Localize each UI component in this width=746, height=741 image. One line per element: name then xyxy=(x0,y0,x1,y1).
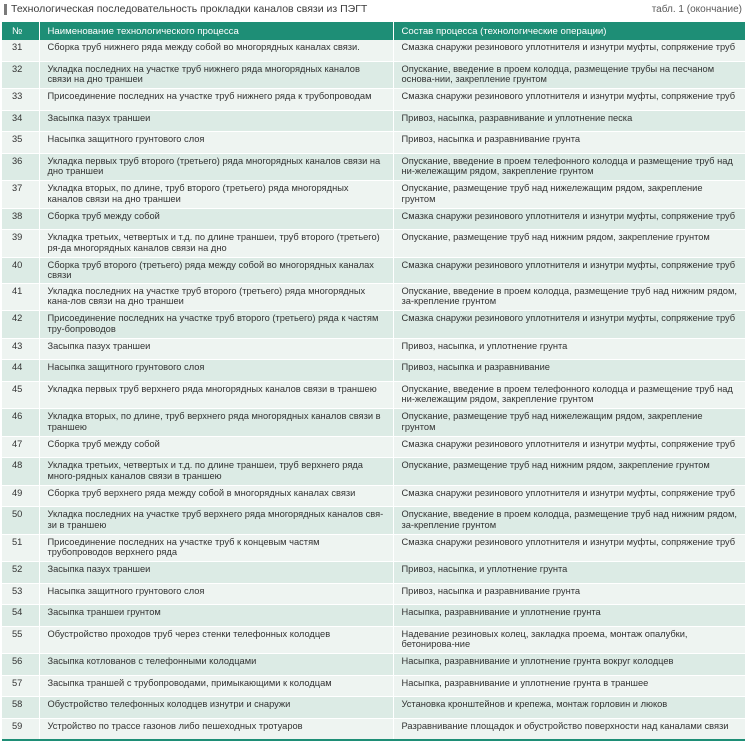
table-header xyxy=(2,22,745,40)
composition-cell: Надевание резиновых колец, закладка проема, монтаж опалубки, бетонирова-ние xyxy=(393,626,745,654)
process-name-cell: Насыпка защитного грунтового слоя xyxy=(39,132,393,154)
row-number: 58 xyxy=(2,697,39,719)
row-number: 52 xyxy=(2,562,39,584)
column-header-composition: Состав процесса (технологические операции) xyxy=(393,22,745,40)
composition-cell: Насыпка, разравнивание и уплотнение грунта в траншее xyxy=(393,675,745,697)
table-row xyxy=(2,605,745,627)
row-number: 42 xyxy=(2,311,39,339)
table-row xyxy=(2,654,745,676)
row-number: 37 xyxy=(2,181,39,209)
table-row xyxy=(2,583,745,605)
table-row xyxy=(2,534,745,562)
process-name-cell: Засыпка пазух траншеи xyxy=(39,562,393,584)
table-row xyxy=(2,507,745,535)
process-name-cell: Укладка третьих, четвертых и т.д. по длине траншеи, труб верхнего ряда много-рядных каналов связи в траншею xyxy=(39,458,393,486)
table-row xyxy=(2,230,745,258)
process-name-cell: Присоединение последних на участке труб нижнего ряда к трубопроводам xyxy=(39,89,393,111)
table-body xyxy=(2,40,745,740)
table-row xyxy=(2,458,745,486)
process-name-cell: Укладка первых труб второго (третьего) ряда многорядных каналов связи на дно траншеи xyxy=(39,153,393,181)
process-name-cell: Присоединение последних на участке труб к концевым частям трубопроводов верхнего ряда xyxy=(39,534,393,562)
table-row xyxy=(2,208,745,230)
row-number: 32 xyxy=(2,61,39,89)
table-row xyxy=(2,436,745,458)
document-header xyxy=(0,0,746,21)
composition-cell: Привоз, насыпка и разравнивание грунта xyxy=(393,583,745,605)
process-name-cell: Присоединение последних на участке труб второго (третьего) ряда к частям тру-бопроводов xyxy=(39,311,393,339)
row-number: 40 xyxy=(2,257,39,283)
table-continuation-note: табл. 1 (окончание) xyxy=(651,4,742,15)
row-number: 48 xyxy=(2,458,39,486)
row-number: 47 xyxy=(2,436,39,458)
table-row xyxy=(2,697,745,719)
composition-cell: Разравнивание площадок и обустройство поверхности над каналами связи xyxy=(393,718,745,740)
row-number: 59 xyxy=(2,718,39,740)
composition-cell: Насыпка, разравнивание и уплотнение грунта xyxy=(393,605,745,627)
row-number: 56 xyxy=(2,654,39,676)
table-row xyxy=(2,110,745,132)
composition-cell: Смазка снаружи резинового уплотнителя и изнутри муфты, сопряжение труб xyxy=(393,40,745,61)
table-row xyxy=(2,311,745,339)
process-name-cell: Укладка первых труб верхнего ряда многорядных каналов связи в траншею xyxy=(39,381,393,409)
process-name-cell: Сборка труб второго (третьего) ряда между собой во многорядных каналах связи xyxy=(39,257,393,283)
process-name-cell: Обустройство телефонных колодцев изнутри и снаружи xyxy=(39,697,393,719)
process-name-cell: Насыпка защитного грунтового слоя xyxy=(39,360,393,382)
composition-cell: Насыпка, разравнивание и уплотнение грунта вокруг колодцев xyxy=(393,654,745,676)
composition-cell: Опускание, введение в проем колодца, размещение труб над нижним рядом, за-крепление грунтом xyxy=(393,507,745,535)
process-name-cell: Укладка вторых, по длине, труб верхнего ряда многорядных каналов связи в траншею xyxy=(39,409,393,437)
composition-cell: Смазка снаружи резинового уплотнителя и изнутри муфты, сопряжение труб xyxy=(393,311,745,339)
composition-cell: Смазка снаружи резинового уплотнителя и изнутри муфты, сопряжение труб xyxy=(393,485,745,507)
table-row xyxy=(2,61,745,89)
process-name-cell: Засыпка пазух траншеи xyxy=(39,338,393,360)
table-row xyxy=(2,181,745,209)
composition-cell: Опускание, размещение труб над нижним рядом, закрепление грунтом xyxy=(393,230,745,258)
table-row xyxy=(2,675,745,697)
composition-cell: Опускание, введение в проем колодца, размещение труб над нижним рядом, за-крепление грунтом xyxy=(393,283,745,311)
table-row xyxy=(2,626,745,654)
composition-cell: Привоз, насыпка, и уплотнение грунта xyxy=(393,338,745,360)
row-number: 43 xyxy=(2,338,39,360)
row-number: 31 xyxy=(2,40,39,61)
row-number: 35 xyxy=(2,132,39,154)
process-table xyxy=(2,22,745,741)
table-row xyxy=(2,381,745,409)
table-row xyxy=(2,257,745,283)
table-row xyxy=(2,338,745,360)
composition-cell: Опускание, введение в проем колодца, размещение трубы на песчаном основа-нии, закрепление грунтом xyxy=(393,61,745,89)
composition-cell: Опускание, размещение труб над нижележащим рядом, закрепление грунтом xyxy=(393,409,745,437)
column-header-number: № xyxy=(2,22,39,40)
composition-cell: Привоз, насыпка, и уплотнение грунта xyxy=(393,562,745,584)
header-row xyxy=(2,22,745,40)
row-number: 44 xyxy=(2,360,39,382)
row-number: 50 xyxy=(2,507,39,535)
composition-cell: Привоз, насыпка и разравнивание xyxy=(393,360,745,382)
process-name-cell: Засыпка котлованов с телефонными колодцами xyxy=(39,654,393,676)
table-row xyxy=(2,562,745,584)
table-title: Технологическая последовательность прокладки каналов связи из ПЭГТ xyxy=(11,3,368,15)
row-number: 54 xyxy=(2,605,39,627)
table-row xyxy=(2,409,745,437)
table-row xyxy=(2,40,745,61)
row-number: 55 xyxy=(2,626,39,654)
process-name-cell: Укладка третьих, четвертых и т.д. по длине траншеи, труб второго (третьего) ря-да многорядных каналов связи на дно xyxy=(39,230,393,258)
process-name-cell: Укладка вторых, по длине, труб второго (третьего) ряда многорядных каналов связи на дно траншеи xyxy=(39,181,393,209)
table-row xyxy=(2,718,745,740)
composition-cell: Смазка снаружи резинового уплотнителя и изнутри муфты, сопряжение труб xyxy=(393,436,745,458)
composition-cell: Смазка снаружи резинового уплотнителя и изнутри муфты, сопряжение труб xyxy=(393,257,745,283)
composition-cell: Установка кронштейнов и крепежа, монтаж горловин и люков xyxy=(393,697,745,719)
process-name-cell: Сборка труб между собой xyxy=(39,208,393,230)
composition-cell: Опускание, введение в проем телефонного колодца и размещение труб над ни-жележащим рядом, закрепление грунтом xyxy=(393,381,745,409)
process-name-cell: Укладка последних на участке труб верхнего ряда многорядных каналов свя-зи в траншею xyxy=(39,507,393,535)
composition-cell: Опускание, введение в проем телефонного колодца и размещение труб над ни-жележащим рядом, закрепление грунтом xyxy=(393,153,745,181)
row-number: 39 xyxy=(2,230,39,258)
table-row xyxy=(2,283,745,311)
process-name-cell: Засыпка пазух траншеи xyxy=(39,110,393,132)
row-number: 33 xyxy=(2,89,39,111)
table-row xyxy=(2,132,745,154)
table-row xyxy=(2,360,745,382)
composition-cell: Привоз, насыпка, разравнивание и уплотнение песка xyxy=(393,110,745,132)
row-number: 34 xyxy=(2,110,39,132)
title-marker xyxy=(4,4,7,15)
process-name-cell: Сборка труб нижнего ряда между собой во многорядных каналах связи. xyxy=(39,40,393,61)
table-row xyxy=(2,153,745,181)
table-row xyxy=(2,89,745,111)
column-header-process-name: Наименование технологического процесса xyxy=(39,22,393,40)
row-number: 46 xyxy=(2,409,39,437)
composition-cell: Смазка снаружи резинового уплотнителя и изнутри муфты, сопряжение труб xyxy=(393,534,745,562)
process-name-cell: Засыпка траншей с трубопроводами, примыкающими к колодцам xyxy=(39,675,393,697)
row-number: 38 xyxy=(2,208,39,230)
row-number: 49 xyxy=(2,485,39,507)
row-number: 41 xyxy=(2,283,39,311)
row-number: 57 xyxy=(2,675,39,697)
row-number: 36 xyxy=(2,153,39,181)
process-name-cell: Устройство по трассе газонов либо пешеходных тротуаров xyxy=(39,718,393,740)
composition-cell: Опускание, размещение труб над нижележащим рядом, закрепление грунтом xyxy=(393,181,745,209)
process-name-cell: Сборка труб верхнего ряда между собой в многорядных каналах связи xyxy=(39,485,393,507)
process-name-cell: Насыпка защитного грунтового слоя xyxy=(39,583,393,605)
composition-cell: Смазка снаружи резинового уплотнителя и изнутри муфты, сопряжение труб xyxy=(393,208,745,230)
row-number: 45 xyxy=(2,381,39,409)
process-name-cell: Обустройство проходов труб через стенки телефонных колодцев xyxy=(39,626,393,654)
composition-cell: Опускание, размещение труб над нижним рядом, закрепление грунтом xyxy=(393,458,745,486)
table-row xyxy=(2,485,745,507)
composition-cell: Привоз, насыпка и разравнивание грунта xyxy=(393,132,745,154)
process-name-cell: Укладка последних на участке труб второго (третьего) ряда многорядных кана-лов связи на дно траншеи xyxy=(39,283,393,311)
row-number: 53 xyxy=(2,583,39,605)
composition-cell: Смазка снаружи резинового уплотнителя и изнутри муфты, сопряжение труб xyxy=(393,89,745,111)
process-name-cell: Засыпка траншеи грунтом xyxy=(39,605,393,627)
row-number: 51 xyxy=(2,534,39,562)
process-name-cell: Укладка последних на участке труб нижнего ряда многорядных каналов связи на дно траншеи xyxy=(39,61,393,89)
process-name-cell: Сборка труб между собой xyxy=(39,436,393,458)
